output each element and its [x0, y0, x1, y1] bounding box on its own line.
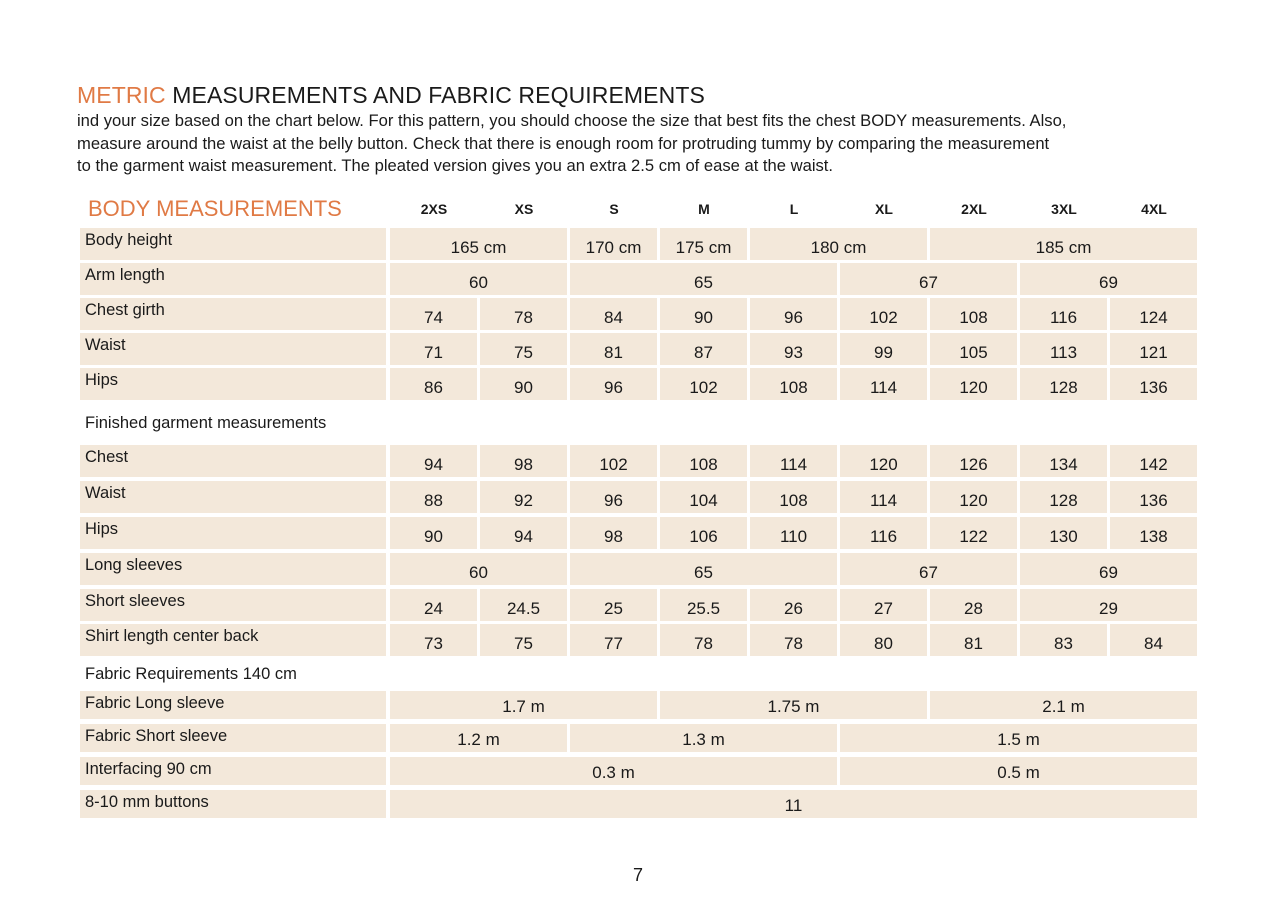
size-header-s: S	[609, 201, 619, 217]
table-cell: 1.75 m	[660, 691, 927, 719]
table-cell: 65	[570, 553, 837, 585]
table-cell: 11	[390, 790, 1197, 818]
table-cell: 121	[1110, 333, 1197, 365]
table-cell: 126	[930, 445, 1017, 477]
table-cell: 81	[930, 624, 1017, 656]
row-label: Fabric Short sleeve	[80, 724, 386, 752]
table-cell: 93	[750, 333, 837, 365]
table-row	[80, 445, 1196, 477]
table-cell: 185 cm	[930, 228, 1197, 260]
row-label: Waist	[80, 481, 386, 513]
table-cell: 75	[480, 624, 567, 656]
table-cell: 96	[750, 298, 837, 330]
table-cell: 78	[480, 298, 567, 330]
fabric-requirements-heading: Fabric Requirements 140 cm	[85, 665, 297, 683]
table-cell: 102	[840, 298, 927, 330]
table-cell: 102	[570, 445, 657, 477]
table-cell: 1.5 m	[840, 724, 1197, 752]
row-label: 8-10 mm buttons	[80, 790, 386, 818]
table-cell: 96	[570, 368, 657, 400]
table-cell: 130	[1020, 517, 1107, 549]
table-row	[80, 624, 1196, 656]
table-cell: 106	[660, 517, 747, 549]
table-cell: 0.3 m	[390, 757, 837, 785]
table-row	[80, 589, 1196, 621]
intro-line-1: ind your size based on the chart below. For this pattern, you should choose the size that best fits the chest BODY measurements. Also,	[77, 111, 1067, 130]
table-row	[80, 263, 1196, 295]
table-cell: 80	[840, 624, 927, 656]
size-header-4xl: 4XL	[1141, 201, 1167, 217]
row-label: Interfacing 90 cm	[80, 757, 386, 785]
table-cell: 134	[1020, 445, 1107, 477]
table-cell: 1.7 m	[390, 691, 657, 719]
table-cell: 71	[390, 333, 477, 365]
table-cell: 90	[660, 298, 747, 330]
table-cell: 114	[840, 368, 927, 400]
size-header-2xl: 2XL	[961, 201, 987, 217]
row-label: Chest	[80, 445, 386, 477]
table-cell: 74	[390, 298, 477, 330]
table-cell: 99	[840, 333, 927, 365]
table-cell: 75	[480, 333, 567, 365]
row-label: Short sleeves	[80, 589, 386, 621]
table-cell: 110	[750, 517, 837, 549]
size-header-m: M	[698, 201, 710, 217]
row-label: Waist	[80, 333, 386, 365]
table-cell: 25	[570, 589, 657, 621]
table-cell: 108	[750, 481, 837, 513]
table-cell: 29	[1020, 589, 1197, 621]
table-cell: 108	[930, 298, 1017, 330]
table-cell: 114	[750, 445, 837, 477]
table-cell: 84	[1110, 624, 1197, 656]
row-label: Shirt length center back	[80, 624, 386, 656]
table-cell: 2.1 m	[930, 691, 1197, 719]
table-row	[80, 790, 1196, 818]
table-cell: 77	[570, 624, 657, 656]
table-cell: 142	[1110, 445, 1197, 477]
table-cell: 113	[1020, 333, 1107, 365]
size-header-l: L	[789, 201, 799, 217]
table-row	[80, 333, 1196, 365]
table-header	[80, 195, 1196, 223]
table-cell: 136	[1110, 481, 1197, 513]
table-cell: 120	[930, 481, 1017, 513]
table-cell: 1.3 m	[570, 724, 837, 752]
table-cell: 87	[660, 333, 747, 365]
table-cell: 128	[1020, 481, 1107, 513]
table-cell: 84	[570, 298, 657, 330]
table-cell: 90	[390, 517, 477, 549]
table-row	[80, 368, 1196, 400]
intro-paragraph	[77, 110, 1197, 178]
table-cell: 120	[840, 445, 927, 477]
table-cell: 83	[1020, 624, 1107, 656]
table-cell: 122	[930, 517, 1017, 549]
size-header-xs: XS	[514, 201, 534, 217]
table-cell: 60	[390, 553, 567, 585]
table-cell: 136	[1110, 368, 1197, 400]
table-cell: 96	[570, 481, 657, 513]
finished-garment-heading: Finished garment measurements	[85, 414, 327, 432]
table-cell: 94	[390, 445, 477, 477]
table-cell: 27	[840, 589, 927, 621]
row-label: Hips	[80, 517, 386, 549]
table-cell: 90	[480, 368, 567, 400]
table-cell: 25.5	[660, 589, 747, 621]
table-cell: 94	[480, 517, 567, 549]
table-cell: 138	[1110, 517, 1197, 549]
intro-line-3: to the garment waist measurement. The pleated version gives you an extra 2.5 cm of ease at the waist.	[77, 156, 834, 175]
table-cell: 98	[480, 445, 567, 477]
table-row	[80, 691, 1196, 719]
table-row	[80, 517, 1196, 549]
table-cell: 24.5	[480, 589, 567, 621]
table-cell: 24	[390, 589, 477, 621]
title-rest: MEASUREMENTS AND FABRIC REQUIREMENTS	[165, 82, 705, 108]
size-header-xl: XL	[875, 201, 893, 217]
row-label: Arm length	[80, 263, 386, 295]
table-row	[80, 298, 1196, 330]
table-cell: 73	[390, 624, 477, 656]
table-cell: 26	[750, 589, 837, 621]
size-header-2xs: 2XS	[420, 201, 448, 217]
table-cell: 69	[1020, 263, 1197, 295]
table-cell: 69	[1020, 553, 1197, 585]
table-cell: 180 cm	[750, 228, 927, 260]
table-cell: 86	[390, 368, 477, 400]
size-header-3xl: 3XL	[1051, 201, 1077, 217]
page-title	[77, 81, 705, 109]
table-row	[80, 228, 1196, 260]
page-number: 7	[632, 865, 643, 885]
table-row	[80, 757, 1196, 785]
row-label: Body height	[80, 228, 386, 260]
table-cell: 67	[840, 553, 1017, 585]
table-cell: 102	[660, 368, 747, 400]
table-cell: 114	[840, 481, 927, 513]
table-cell: 1.2 m	[390, 724, 567, 752]
table-cell: 124	[1110, 298, 1197, 330]
table-cell: 120	[930, 368, 1017, 400]
table-cell: 28	[930, 589, 1017, 621]
table-cell: 60	[390, 263, 567, 295]
table-cell: 128	[1020, 368, 1107, 400]
row-label: Hips	[80, 368, 386, 400]
table-cell: 108	[750, 368, 837, 400]
intro-line-2: measure around the waist at the belly button. Check that there is enough room for protruding tummy by comparing the measurement	[77, 133, 1050, 153]
table-cell: 81	[570, 333, 657, 365]
table-cell: 92	[480, 481, 567, 513]
row-label: Chest girth	[80, 298, 386, 330]
table-cell: 108	[660, 445, 747, 477]
table-cell: 116	[840, 517, 927, 549]
table-cell: 104	[660, 481, 747, 513]
row-label: Long sleeves	[80, 553, 386, 585]
table-cell: 116	[1020, 298, 1107, 330]
table-cell: 78	[750, 624, 837, 656]
table-cell: 175 cm	[660, 228, 747, 260]
table-cell: 78	[660, 624, 747, 656]
table-cell: 165 cm	[390, 228, 567, 260]
row-label: Fabric Long sleeve	[80, 691, 386, 719]
table-cell: 65	[570, 263, 837, 295]
table-cell: 0.5 m	[840, 757, 1197, 785]
title-accent: METRIC	[77, 82, 166, 108]
table-cell: 170 cm	[570, 228, 657, 260]
table-row	[80, 553, 1196, 585]
table-row	[80, 481, 1196, 513]
section-title: BODY MEASUREMENTS	[88, 196, 342, 221]
table-cell: 67	[840, 263, 1017, 295]
table-row	[80, 724, 1196, 752]
table-cell: 88	[390, 481, 477, 513]
table-cell: 105	[930, 333, 1017, 365]
table-cell: 98	[570, 517, 657, 549]
